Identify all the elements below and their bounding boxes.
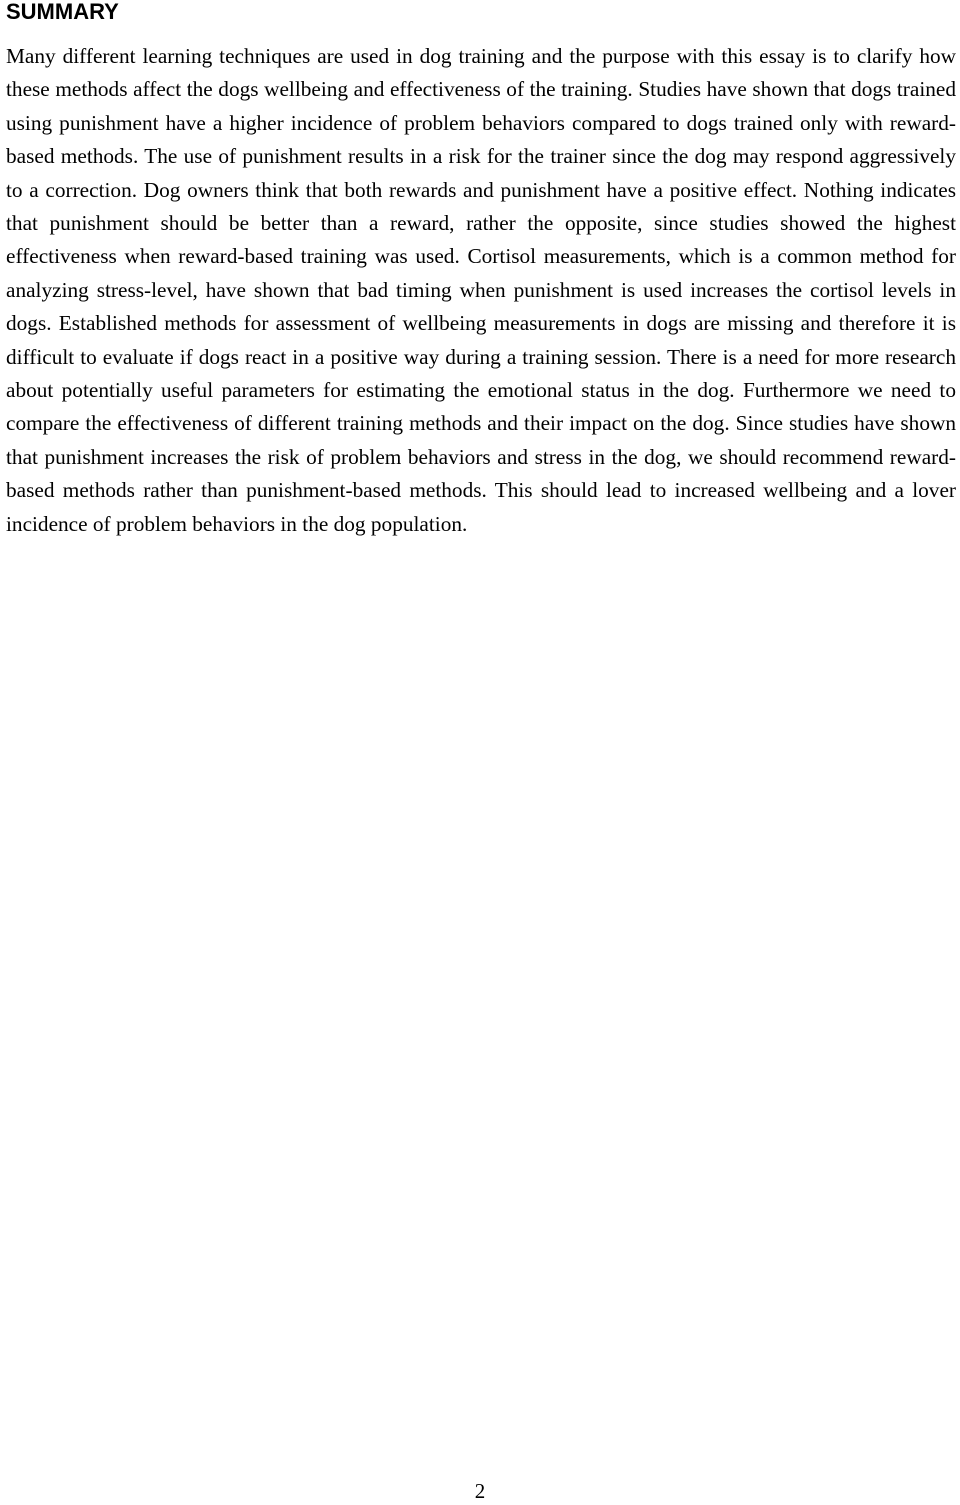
- summary-paragraph: Many different learning techniques are used in dog training and the purpose with this essay is to clarify how these methods affect the dogs wellbeing and effectiveness of the training. Studies have shown that dogs trained using punishment have a higher incidence of problem behaviors compared to dogs trained only with reward-based methods. The use of punishment results in a risk for the trainer since the dog may respond aggressively to a correction. Dog owners think that both rewards and punishment have a positive effect. Nothing indicates that punishment should be better than a reward, rather the opposite, since studies showed the highest effectiveness when reward-based training was used. Cortisol measurements, which is a common method for analyzing stress-level, have shown that bad timing when punishment is used increases the cortisol levels in dogs. Established methods for assessment of wellbeing measurements in dogs are missing and therefore it is difficult to evaluate if dogs react in a positive way during a training session. There is a need for more research about potentially useful parameters for estimating the emotional status in the dog. Furthermore we need to compare the effectiveness of different training methods and their impact on the dog. Since studies have shown that punishment increases the risk of problem behaviors and stress in the dog, we should recommend reward-based methods rather than punishment-based methods. This should lead to increased wellbeing and a lover incidence of problem behaviors in the dog population.: [6, 44, 956, 536]
- section-heading: SUMMARY: [6, 0, 119, 24]
- page-number: 2: [474, 1479, 486, 1503]
